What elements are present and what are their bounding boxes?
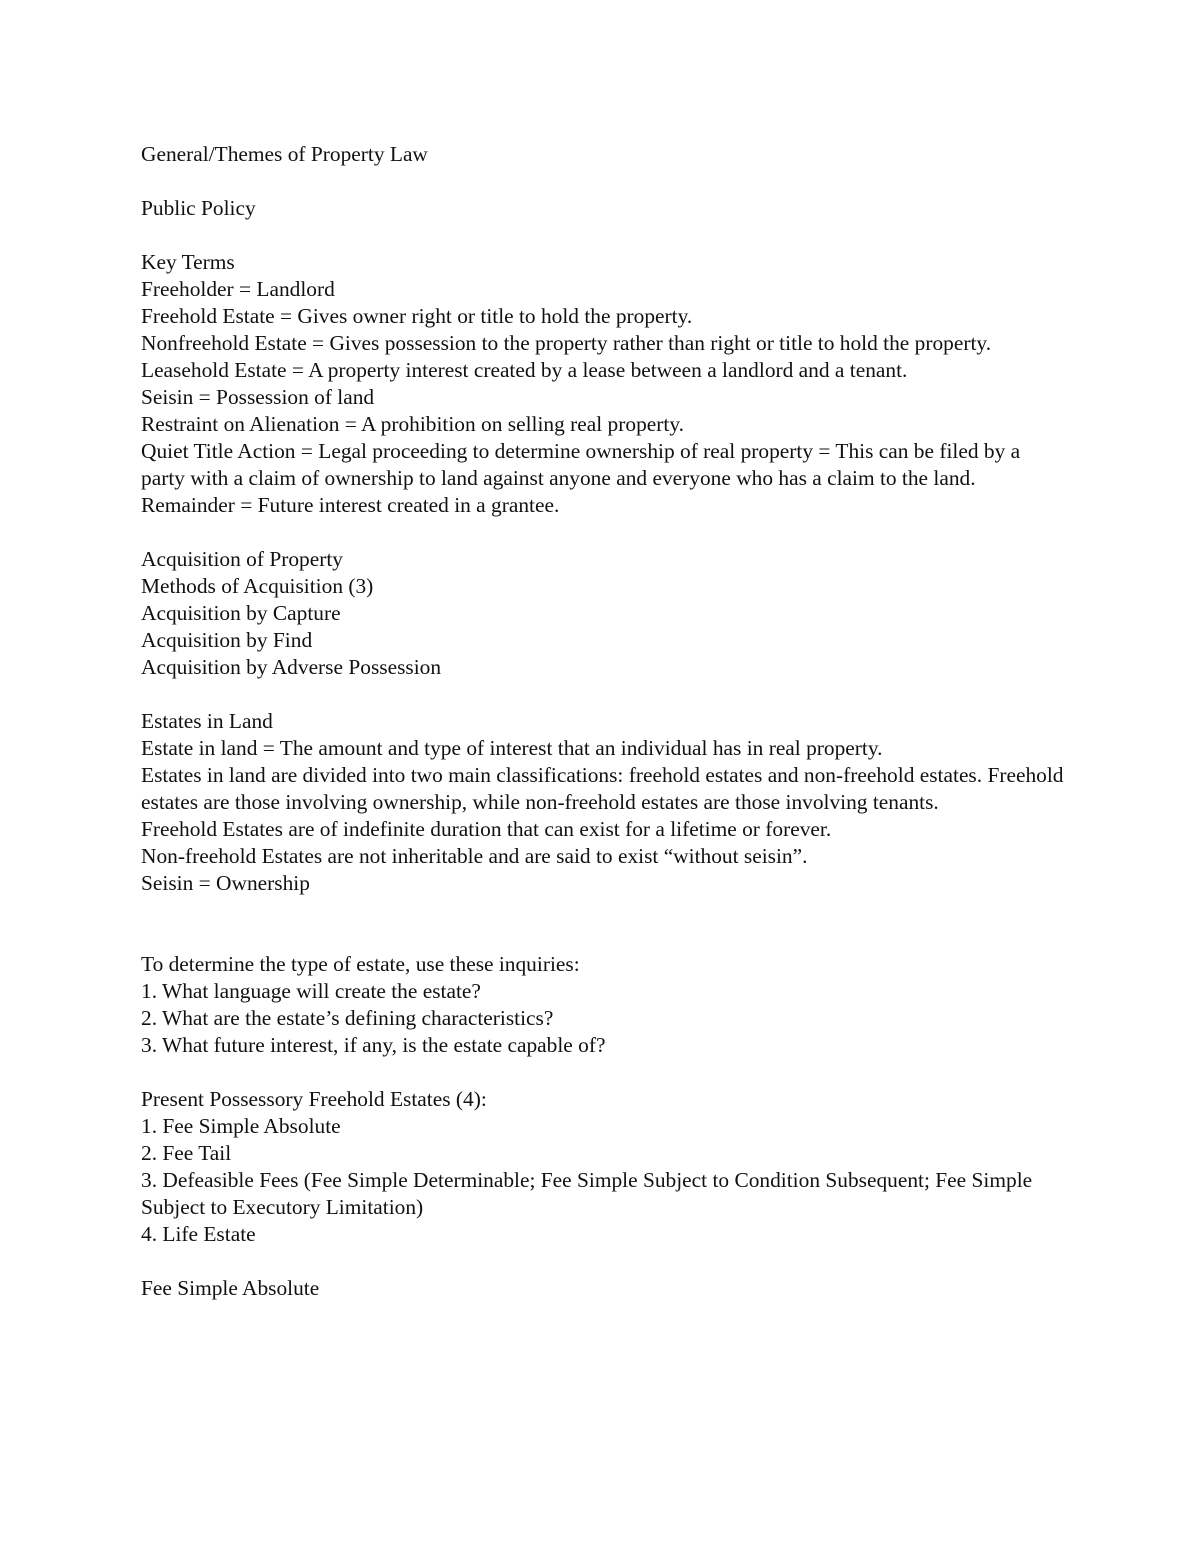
- acquisition-heading: Acquisition of Property: [141, 547, 343, 571]
- estates-item: Estate in land = The amount and type of interest that an individual has in real property.: [141, 736, 883, 760]
- acquisition-item: Acquisition by Capture: [141, 601, 341, 625]
- estates-heading: Estates in Land: [141, 709, 273, 733]
- key-term-item: Restraint on Alienation = A prohibition on selling real property.: [141, 412, 684, 436]
- spacer: [141, 897, 1066, 951]
- present-possessory-item: 1. Fee Simple Absolute: [141, 1114, 341, 1138]
- public-policy-heading: Public Policy: [141, 196, 256, 220]
- spacer: [141, 168, 1066, 195]
- key-term-item: Quiet Title Action = Legal proceeding to determine ownership of real property = This can be filed by a party with a claim of ownership to land against anyone and everyone who has a claim to the land.: [141, 439, 1021, 490]
- spacer: [141, 681, 1066, 708]
- key-term-item: Nonfreehold Estate = Gives possession to the property rather than right or title to hold the property.: [141, 331, 992, 355]
- spacer: [141, 1059, 1066, 1086]
- key-terms-heading: Key Terms: [141, 250, 235, 274]
- inquiries-heading: To determine the type of estate, use these inquiries:: [141, 952, 580, 976]
- key-term-item: Freehold Estate = Gives owner right or title to hold the property.: [141, 304, 693, 328]
- inquiry-item: 2. What are the estate’s defining characteristics?: [141, 1006, 554, 1030]
- present-possessory-heading: Present Possessory Freehold Estates (4):: [141, 1087, 487, 1111]
- key-term-item: Seisin = Possession of land: [141, 385, 375, 409]
- estates-item: Seisin = Ownership: [141, 871, 310, 895]
- spacer: [141, 519, 1066, 546]
- present-possessory-item: 3. Defeasible Fees (Fee Simple Determinable; Fee Simple Subject to Condition Subsequent; Fee Simple Subject to Executory Limitation): [141, 1168, 1033, 1219]
- acquisition-item: Acquisition by Find: [141, 628, 313, 652]
- spacer: [141, 222, 1066, 249]
- fee-simple-heading: Fee Simple Absolute: [141, 1276, 320, 1300]
- inquiry-item: 1. What language will create the estate?: [141, 979, 481, 1003]
- estates-item: Non-freehold Estates are not inheritable and are said to exist “without seisin”.: [141, 844, 808, 868]
- acquisition-item: Acquisition by Adverse Possession: [141, 655, 442, 679]
- spacer: [141, 1248, 1066, 1275]
- acquisition-item: Methods of Acquisition (3): [141, 574, 374, 598]
- key-term-item: Remainder = Future interest created in a grantee.: [141, 493, 560, 517]
- estates-item: Freehold Estates are of indefinite duration that can exist for a lifetime or forever.: [141, 817, 832, 841]
- present-possessory-item: 4. Life Estate: [141, 1222, 256, 1246]
- inquiry-item: 3. What future interest, if any, is the estate capable of?: [141, 1033, 606, 1057]
- key-term-item: Leasehold Estate = A property interest created by a lease between a landlord and a tenant.: [141, 358, 908, 382]
- estates-item: Estates in land are divided into two main classifications: freehold estates and non-freehold estates. Freehold estates are those involving ownership, while non-freehold estates are those involving tenants.: [141, 763, 1064, 814]
- present-possessory-item: 2. Fee Tail: [141, 1141, 232, 1165]
- document-body: [141, 141, 1066, 1302]
- key-term-item: Freeholder = Landlord: [141, 277, 335, 301]
- document-title: General/Themes of Property Law: [141, 142, 428, 166]
